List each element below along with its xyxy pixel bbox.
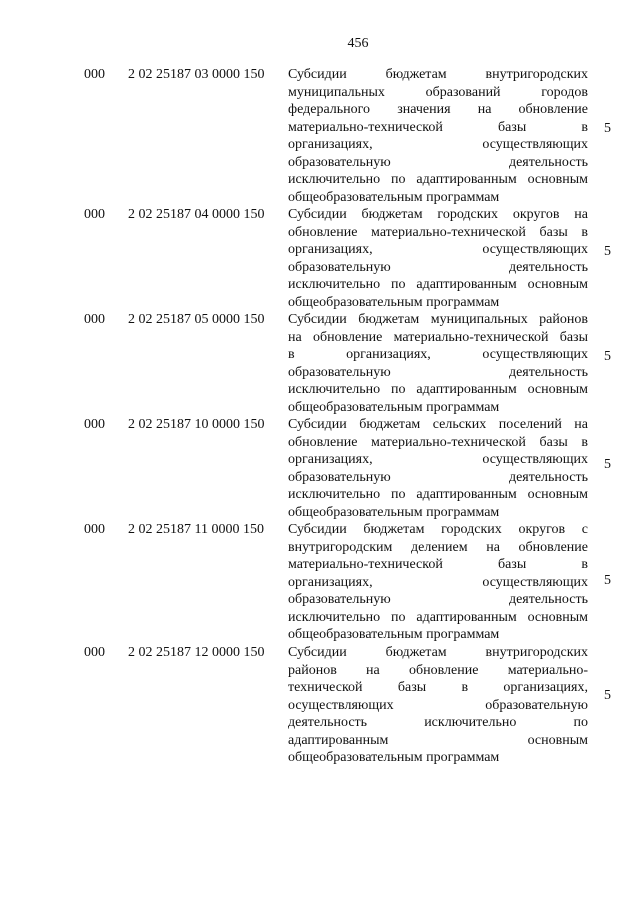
- row-note: 5: [604, 349, 611, 364]
- description-line: Субсидии бюджетам городских округов с: [288, 522, 588, 537]
- description-line: федерального значения на обновление: [288, 102, 588, 117]
- description-line: общеобразовательным программам: [288, 189, 500, 205]
- description-line: образовательную деятельность: [288, 364, 588, 380]
- admin-code: 000: [84, 417, 105, 432]
- row-note: 5: [604, 573, 611, 588]
- budget-classification-code: 2 02 25187 05 0000 150: [128, 312, 265, 327]
- description-line: исключительно по адаптированным основным: [288, 382, 588, 397]
- description-line: технической базы в организациях,: [288, 680, 588, 695]
- description-line: организациях, осуществляющих: [288, 574, 588, 590]
- row-note: 5: [604, 121, 611, 136]
- description-line: образовательную деятельность: [288, 259, 588, 275]
- table-row: [0, 521, 640, 642]
- description-line: организациях, осуществляющих: [288, 242, 588, 257]
- admin-code: 000: [84, 522, 105, 537]
- table-row: [0, 66, 640, 205]
- budget-code-table: [0, 66, 640, 765]
- row-description: [288, 644, 588, 767]
- description-line: деятельность исключительно по: [288, 715, 588, 730]
- description-line: на обновление материально-технической базы: [288, 329, 588, 345]
- description-line: образовательную деятельность: [288, 469, 588, 485]
- admin-code: 000: [84, 645, 105, 660]
- description-line: Субсидии бюджетам внутригородских: [288, 645, 588, 660]
- description-line: исключительно по адаптированным основным: [288, 277, 588, 292]
- description-line: организациях, осуществляющих: [288, 452, 588, 467]
- row-description: [288, 521, 588, 644]
- description-line: общеобразовательным программам: [288, 399, 500, 415]
- table-row: [0, 206, 640, 311]
- description-line: исключительно по адаптированным основным: [288, 172, 588, 187]
- description-line: общеобразовательным программам: [288, 750, 500, 765]
- description-line: общеобразовательным программам: [288, 627, 500, 642]
- description-line: адаптированным основным: [288, 732, 588, 748]
- budget-classification-code: 2 02 25187 10 0000 150: [128, 417, 265, 432]
- description-line: Субсидии бюджетам внутригородских: [288, 67, 588, 82]
- table-row: [0, 644, 640, 765]
- description-line: исключительно по адаптированным основным: [288, 609, 588, 625]
- row-description: [288, 206, 588, 311]
- budget-classification-code: 2 02 25187 04 0000 150: [128, 207, 265, 222]
- budget-classification-code: 2 02 25187 03 0000 150: [128, 67, 265, 82]
- description-line: обновление материально-технической базы в: [288, 224, 588, 240]
- description-line: общеобразовательным программам: [288, 294, 500, 310]
- budget-classification-code: 2 02 25187 12 0000 150: [128, 645, 265, 660]
- description-line: внутригородским делением на обновление: [288, 539, 588, 555]
- admin-code: 000: [84, 312, 105, 327]
- description-line: обновление материально-технической базы в: [288, 434, 588, 450]
- description-line: муниципальных образований городов: [288, 84, 588, 100]
- row-note: 5: [604, 244, 611, 259]
- row-description: [288, 416, 588, 521]
- description-line: Субсидии бюджетам муниципальных районов: [288, 312, 588, 327]
- description-line: исключительно по адаптированным основным: [288, 487, 588, 502]
- description-line: материально-технической базы в: [288, 557, 588, 572]
- table-row: [0, 311, 640, 416]
- budget-classification-code: 2 02 25187 11 0000 150: [128, 522, 264, 537]
- admin-code: 000: [84, 207, 105, 222]
- description-line: образовательную деятельность: [288, 154, 588, 170]
- row-description: [288, 311, 588, 416]
- description-line: Субсидии бюджетам городских округов на: [288, 207, 588, 222]
- admin-code: 000: [84, 67, 105, 82]
- description-line: Субсидии бюджетам сельских поселений на: [288, 417, 588, 432]
- description-line: материально-технической базы в: [288, 119, 588, 135]
- description-line: осуществляющих образовательную: [288, 697, 588, 713]
- description-line: общеобразовательным программам: [288, 504, 500, 520]
- row-note: 5: [604, 457, 611, 472]
- page-number: 456: [347, 36, 369, 51]
- row-note: 5: [604, 688, 611, 703]
- description-line: организациях, осуществляющих: [288, 137, 588, 152]
- description-line: образовательную деятельность: [288, 592, 588, 607]
- table-row: [0, 416, 640, 521]
- description-line: в организациях, осуществляющих: [288, 347, 588, 362]
- description-line: районов на обновление материально-: [288, 662, 588, 678]
- row-description: [288, 66, 588, 206]
